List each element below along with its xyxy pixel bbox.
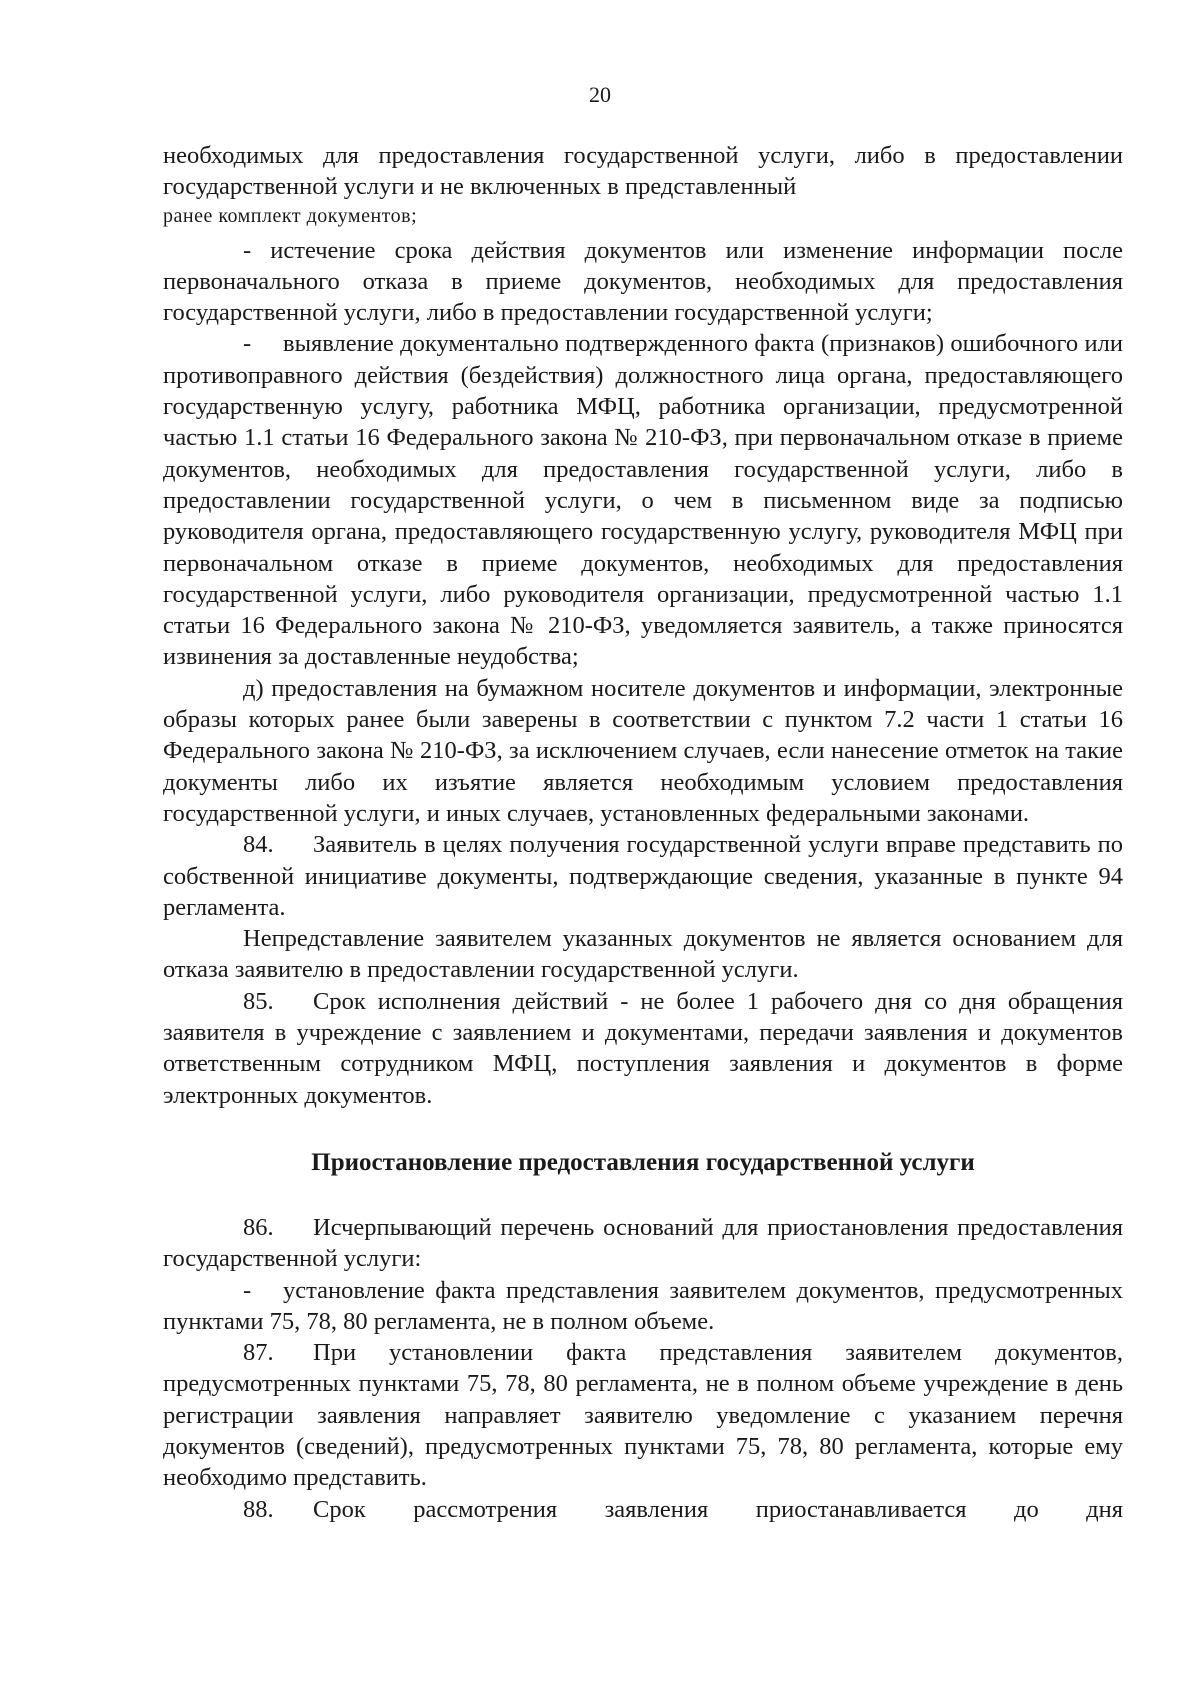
paragraph-item-d: д) предоставления на бумажном носителе документов и информации, электронные образы которых ранее были заверены в соответствии с пунктом 7.2 части 1 статьи 16 Федерального закона № 210-ФЗ, за исключением случаев, если нанесение отметок на такие документы либо их изъятие является необходимым условием предоставления государственной услуги, и иных случаев, установленных федеральными законами. bbox=[163, 674, 1123, 827]
paragraph-87 bbox=[163, 1337, 1123, 1493]
paragraph-text: выявление документально подтвержденного факта (признаков) ошибочного или противоправного действия (бездействия) должностного лица органа, предоставляющего государственную услугу, работника МФЦ, работника организации, предусмотренной частью 1.1 статьи 16 Федерального закона № 210-ФЗ, при первоначальном отказе в приеме документов, необходимых для предоставления государственной услуги, либо в предоставлении государственной услуги, о чем в письменном виде за подписью руководителя органа, предоставляющего государственную услугу, руководителя МФЦ при первоначальном отказе в приеме документов, необходимых для предоставления государственной услуги, либо руководителя организации, предусмотренной частью 1.1 статьи 16 Федерального закона № 210-ФЗ, уведомляется заявитель, а также приносятся извинения за доставленные неудобства; bbox=[163, 330, 1123, 671]
clause-number: 86. bbox=[243, 1213, 274, 1241]
list-dash: - bbox=[243, 330, 252, 358]
clause-number: 87. bbox=[243, 1339, 274, 1367]
clause-number: 85. bbox=[243, 987, 274, 1015]
list-dash: - bbox=[243, 1276, 252, 1304]
clause-number: 84. bbox=[243, 831, 274, 859]
section-heading: Приостановление предоставления государственной услуги bbox=[311, 1148, 975, 1176]
paragraph-text: установление факта представления заявителем документов, предусмотренных пунктами 75, 78, 80 регламента, не в полном объеме. bbox=[163, 1276, 1123, 1335]
paragraph-84 bbox=[163, 829, 1123, 923]
paragraph-88 bbox=[163, 1494, 1123, 1525]
paragraph-continuation-tail: ранее комплект документов; bbox=[163, 204, 418, 227]
page-number: 20 bbox=[589, 82, 611, 107]
paragraph-text: Срок рассмотрения заявления приостанавливается до дня bbox=[313, 1495, 1123, 1523]
paragraph-text: Срок исполнения действий - не более 1 рабочего дня со дня обращения заявителя в учреждение с заявлением и документами, передачи заявления и документов ответственным сотрудником МФЦ, поступления заявления и документов в форме электронных документов. bbox=[163, 987, 1123, 1109]
paragraph-document-expiry: - истечение срока действия документов или изменение информации после первоначального отказа в приеме документов, необходимых для предоставления государственной услуги, либо в предоставлении государственной услуги; bbox=[163, 236, 1123, 327]
paragraph-text: Исчерпывающий перечень оснований для приостановления предоставления государственной услуги: bbox=[163, 1213, 1123, 1273]
clause-number: 88. bbox=[243, 1495, 274, 1523]
paragraph-continuation: необходимых для предоставления государственной услуги, либо в предоставлении государственной услуги и не включенных в представленный bbox=[163, 142, 1123, 201]
paragraph-non-submission: Непредставление заявителем указанных документов не является основанием для отказа заявителю в предоставлении государственной услуги. bbox=[163, 925, 1123, 984]
paragraph-86 bbox=[163, 1212, 1123, 1275]
paragraph-suspension-ground bbox=[163, 1275, 1123, 1338]
paragraph-error-detection bbox=[163, 328, 1123, 672]
paragraph-text: Заявитель в целях получения государственной услуги вправе представить по собственной инициативе документы, подтверждающие сведения, указанные в пункте 94 регламента. bbox=[163, 831, 1123, 921]
paragraph-text: При установлении факта представления заявителем документов, предусмотренных пунктами 75, 78, 80 регламента, не в полном объеме учреждение в день регистрации заявления направляет заявителю уведомление с указанием перечня документов (сведений), предусмотренных пунктами 75, 78, 80 регламента, которые ему необходимо представить. bbox=[163, 1339, 1123, 1492]
document-body bbox=[163, 140, 1123, 1525]
paragraph-85 bbox=[163, 986, 1123, 1111]
